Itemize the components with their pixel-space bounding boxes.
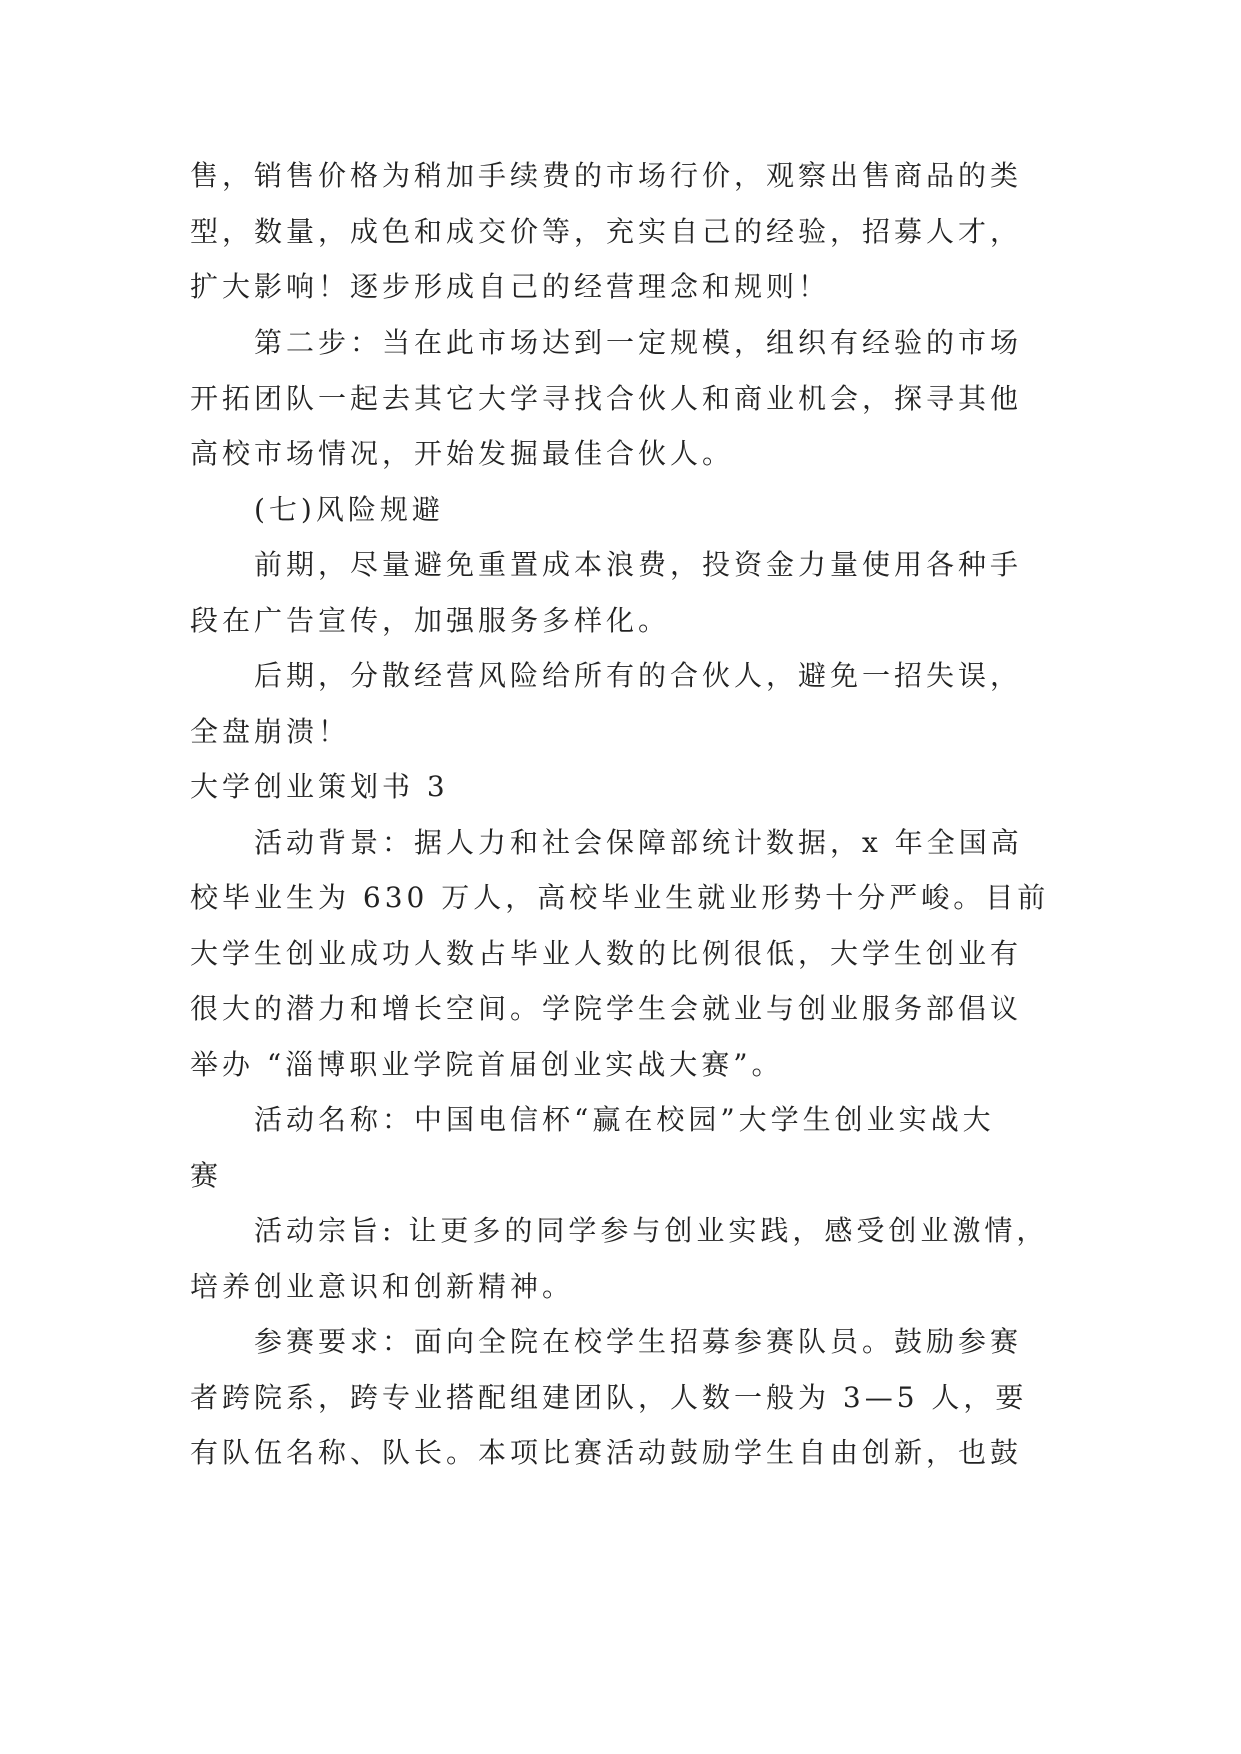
text-line: 前期，尽量避免重置成本浪费，投资金力量使用各种手: [254, 548, 1023, 581]
text-line: 型，数量，成色和成交价等，充实自己的经验，招募人才，: [190, 215, 1023, 248]
text-line: 扩大影响！逐步形成自己的经营理念和规则！: [190, 270, 831, 303]
text-line: 后期，分散经营风险给所有的合伙人，避免一招失误，: [254, 659, 1023, 692]
text-line: 很大的潜力和增长空间。学院学生会就业与创业服务部倡议: [190, 992, 1023, 1025]
section-heading: (七)风险规避: [254, 493, 444, 526]
text-line: 开拓团队一起去其它大学寻找合伙人和商业机会，探寻其他: [190, 382, 1023, 415]
text-line: 全盘崩溃！: [190, 715, 351, 748]
text-line: 高校市场情况，开始发掘最佳合伙人。: [190, 437, 735, 470]
text-line: 有队伍名称、队长。本项比赛活动鼓励学生自由创新，也鼓: [190, 1436, 1023, 1469]
text-line: 活动背景：据人力和社会保障部统计数据，x 年全国高: [254, 826, 1023, 859]
text-line: 者跨院系，跨专业搭配组建团队，人数一般为 3—5 人，要: [190, 1381, 1028, 1414]
text-line: 校毕业生为 630 万人，高校毕业生就业形势十分严峻。目前: [190, 881, 1050, 914]
text-line: 大学生创业成功人数占毕业人数的比例很低，大学生创业有: [190, 937, 1023, 970]
text-line: 第二步：当在此市场达到一定规模，组织有经验的市场: [254, 326, 1023, 359]
text-line: 举办 “淄博职业学院首届创业实战大赛”。: [190, 1048, 784, 1081]
text-line: 活动宗旨: 让更多的同学参与创业实践，感受创业激情，: [254, 1214, 1049, 1247]
text-line: 赛: [190, 1159, 223, 1192]
text-line: 段在广告宣传，加强服务多样化。: [190, 604, 671, 637]
text-line: 售，销售价格为稍加手续费的市场行价，观察出售商品的类: [190, 159, 1023, 192]
document-subtitle: 大学创业策划书 3: [190, 770, 449, 803]
text-line: 参赛要求：面向全院在校学生招募参赛队员。鼓励参赛: [254, 1325, 1023, 1358]
text-line: 培养创业意识和创新精神。: [190, 1270, 575, 1303]
text-line: 活动名称：中国电信杯“赢在校园”大学生创业实战大: [254, 1103, 995, 1136]
